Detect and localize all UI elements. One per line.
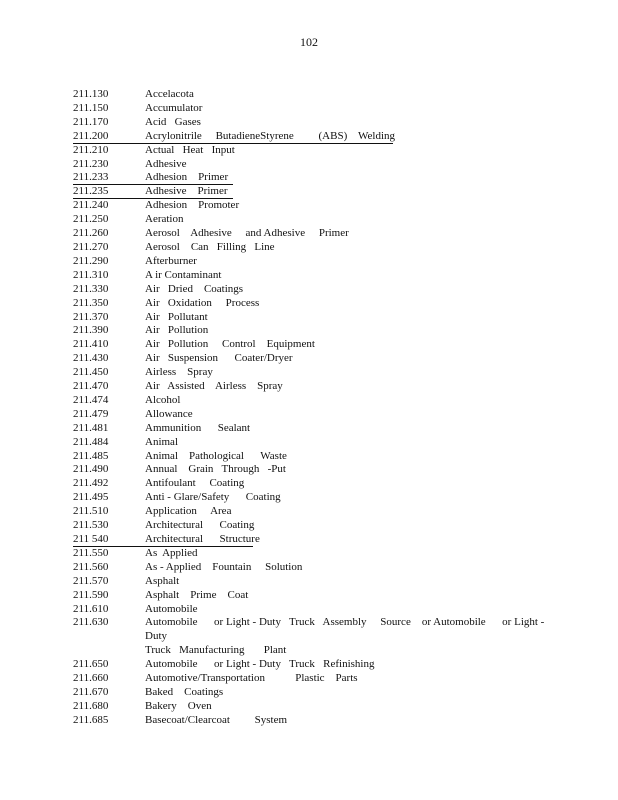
list-item — [73, 338, 553, 352]
section-code — [73, 644, 145, 658]
section-code: 211.230 — [73, 157, 109, 170]
section-code: 211.260 — [73, 227, 109, 240]
list-item — [73, 519, 553, 533]
term: Architectural Coating — [145, 519, 255, 532]
section-code: 211.235 — [73, 185, 109, 198]
section-code: 211.150 — [73, 101, 109, 114]
section-code: 211.530 — [73, 519, 109, 532]
term: Aerosol Can Filling Line — [145, 240, 275, 253]
term: Truck Manufacturing Plant — [145, 644, 287, 657]
list-item — [73, 116, 553, 130]
section-code: 211.479 — [73, 407, 109, 420]
term: Baked Coatings — [145, 685, 224, 698]
term: Air Oxidation Process — [145, 296, 260, 309]
list-item — [73, 283, 553, 297]
section-code: 211.250 — [73, 213, 109, 226]
term: Air Assisted Airless Spray — [145, 380, 283, 393]
term: Antifoulant Coating — [145, 477, 245, 490]
term: Automotive/Transportation Plastic Parts — [145, 672, 358, 685]
section-code: 211.650 — [73, 658, 109, 671]
section-code: 211.200 — [73, 129, 109, 142]
term: Acrylonitrile ButadieneStyrene (ABS) Welding — [145, 129, 396, 142]
list-item — [73, 477, 553, 491]
section-code: 211.210 — [73, 143, 109, 156]
section-code: 211.660 — [73, 672, 109, 685]
term: Application Area — [145, 505, 232, 518]
term: Bakery Oven — [145, 699, 212, 712]
list-item — [73, 297, 553, 311]
section-code: 211.490 — [73, 463, 109, 476]
term: Automobile or Light - Duty Truck Refinishing — [145, 658, 375, 671]
term: Aerosol Adhesive and Adhesive Primer — [145, 227, 349, 240]
list-item — [73, 491, 553, 505]
list-item — [73, 436, 553, 450]
term: Accelacota — [145, 88, 194, 100]
term: Adhesive Primer — [145, 185, 228, 198]
list-item — [73, 616, 553, 644]
list-item — [73, 714, 553, 728]
list-item — [73, 408, 553, 422]
section-code: 211.470 — [73, 380, 109, 393]
term: Annual Grain Through -Put — [145, 463, 286, 476]
list-item — [73, 144, 553, 158]
list-item — [73, 380, 553, 394]
term: Accumulator — [145, 101, 203, 114]
list-item — [73, 603, 553, 617]
list-item — [73, 366, 553, 380]
list-item — [73, 185, 553, 199]
list-item — [73, 158, 553, 172]
list-item — [73, 269, 553, 283]
section-code: 211.492 — [73, 477, 109, 490]
term: Adhesive — [145, 157, 187, 170]
term: Allowance — [145, 407, 193, 420]
term: Air Dried Coatings — [145, 282, 244, 295]
section-code: 211.240 — [73, 199, 109, 212]
term: As Applied — [145, 546, 198, 559]
list-item — [73, 130, 553, 144]
term: Air Pollution — [145, 324, 209, 337]
list-item — [73, 422, 553, 436]
term: Adhesion Primer — [145, 171, 229, 184]
section-code: 211.495 — [73, 491, 109, 504]
section-code: 211.310 — [73, 268, 109, 281]
section-code: 211.370 — [73, 310, 109, 323]
section-code: 211.570 — [73, 574, 109, 587]
list-item — [73, 575, 553, 589]
list-item — [73, 463, 553, 477]
term: Basecoat/Clearcoat System — [145, 713, 288, 726]
section-code: 211.474 — [73, 393, 109, 406]
section-code: 211.685 — [73, 713, 109, 726]
term: Automobile or Light - Duty Truck Assembly Source or Automobile or Light - Duty — [145, 616, 548, 643]
term: Animal Pathological Waste — [145, 449, 287, 462]
list-item — [73, 547, 553, 561]
list-item — [73, 589, 553, 603]
list-item — [73, 686, 553, 700]
term: Alcohol — [145, 393, 181, 406]
section-code: 211.130 — [73, 88, 109, 100]
section-code: 211.560 — [73, 560, 109, 573]
list-item — [73, 311, 553, 325]
list-item — [73, 533, 553, 547]
section-code: 211.510 — [73, 505, 109, 518]
list-item — [73, 561, 553, 575]
term: Asphalt Prime Coat — [145, 588, 249, 601]
list-item — [73, 658, 553, 672]
term: Architectural Structure — [145, 533, 260, 545]
list-item — [73, 227, 553, 241]
list-item — [73, 213, 553, 227]
section-code: 211.330 — [73, 282, 109, 295]
list-item — [73, 394, 553, 408]
term: Ammunition Sealant — [145, 421, 251, 434]
section-code: 211.481 — [73, 421, 109, 434]
term: Air Pollution Control Equipment — [145, 338, 315, 351]
term: As - Applied Fountain Solution — [145, 560, 303, 573]
section-code: 211.550 — [73, 546, 109, 559]
list-item — [73, 171, 553, 185]
section-code: 211.680 — [73, 699, 109, 712]
list-item — [73, 241, 553, 255]
term: Acid Gases — [145, 115, 201, 128]
section-code: 211.484 — [73, 435, 109, 448]
term: Air Suspension Coater/Dryer — [145, 352, 293, 365]
section-code: 211.390 — [73, 324, 109, 337]
section-code: 211.410 — [73, 338, 109, 351]
list-item — [73, 255, 553, 269]
term: Asphalt — [145, 574, 180, 587]
list-item — [73, 324, 553, 338]
term: A ir Contaminant — [145, 268, 222, 281]
section-code: 211.430 — [73, 352, 109, 365]
section-code: 211.350 — [73, 296, 109, 309]
section-code: 211.270 — [73, 240, 109, 253]
section-code: 211.170 — [73, 115, 109, 128]
section-code: 211.233 — [73, 171, 109, 184]
section-code: 211.630 — [73, 616, 109, 629]
list-item-continuation — [73, 644, 553, 658]
section-code: 211.485 — [73, 449, 109, 462]
section-code: 211 540 — [73, 533, 109, 545]
page-number: 102 — [300, 35, 318, 49]
section-code: 211.450 — [73, 366, 109, 379]
term: Airless Spray — [145, 366, 213, 379]
term: Aeration — [145, 213, 184, 226]
list-item — [73, 450, 553, 464]
term: Actual Heat Input — [145, 143, 235, 156]
list-item — [73, 672, 553, 686]
term: Air Pollutant — [145, 310, 208, 323]
term: Anti - Glare/Safety Coating — [145, 491, 281, 504]
term: Afterburner — [145, 254, 197, 267]
list-item — [73, 102, 553, 116]
term: Animal — [145, 435, 178, 448]
list-item — [73, 700, 553, 714]
term: Adhesion Promoter — [145, 199, 240, 212]
section-code: 211.670 — [73, 685, 109, 698]
list-item — [73, 505, 553, 519]
definitions-index-list — [73, 88, 553, 728]
section-code: 211.610 — [73, 602, 109, 615]
list-item — [73, 352, 553, 366]
list-item — [73, 199, 553, 213]
section-code: 211.290 — [73, 254, 109, 267]
section-code: 211.590 — [73, 588, 109, 601]
list-item — [73, 88, 553, 102]
term: Automobile — [145, 602, 198, 615]
